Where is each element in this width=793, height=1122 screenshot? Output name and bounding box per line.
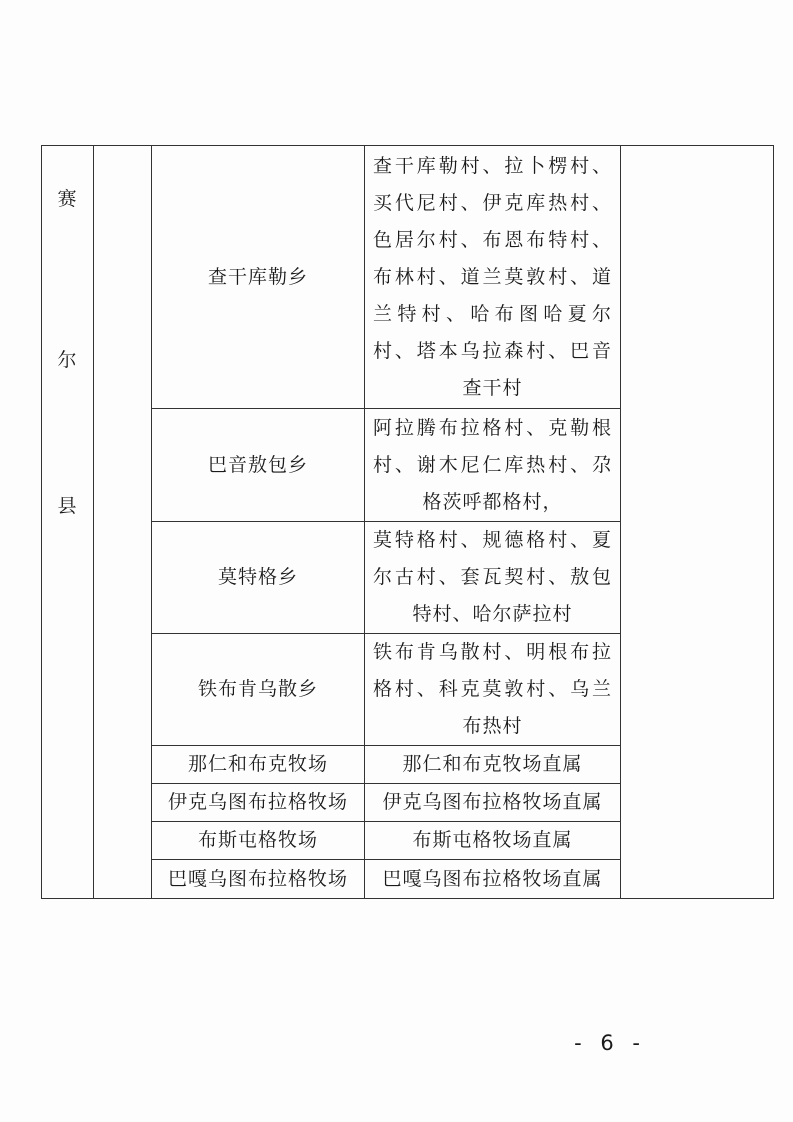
county-char-3: 县 (57, 495, 78, 517)
villages-cell: 伊克乌图布拉格牧场直属 (365, 784, 621, 822)
town-cell: 那仁和布克牧场 (152, 746, 365, 784)
town-cell: 莫特格乡 (152, 522, 365, 634)
empty-column-cell (94, 146, 152, 899)
villages-cell: 莫特格村、规德格村、夏尔古村、套瓦契村、敖包特村、哈尔萨拉村 (365, 522, 621, 634)
district-table (41, 145, 774, 899)
page-number: - 6 - (574, 1031, 646, 1055)
county-char-1: 赛 (57, 188, 78, 210)
villages-cell: 阿拉腾布拉格村、克勒根村、谢木尼仁库热村、尕格茨呼都格村， (365, 409, 621, 522)
remarks-cell (621, 146, 774, 899)
town-cell: 巴音敖包乡 (152, 409, 365, 522)
villages-cell: 布斯屯格牧场直属 (365, 822, 621, 860)
town-cell: 查干库勒乡 (152, 146, 365, 409)
villages-cell: 铁布肯乌散村、明根布拉格村、科克莫敦村、乌兰布热村 (365, 634, 621, 746)
villages-cell: 巴嘎乌图布拉格牧场直属 (365, 860, 621, 899)
villages-cell: 查干库勒村、拉卜楞村、买代尼村、伊克库热村、色居尔村、布恩布特村、布林村、道兰莫敦村、道兰特村、哈布图哈夏尔村、塔本乌拉森村、巴音查干村 (365, 146, 621, 409)
county-char-2: 尔 (57, 349, 78, 371)
villages-cell: 那仁和布克牧场直属 (365, 746, 621, 784)
town-cell: 布斯屯格牧场 (152, 822, 365, 860)
town-cell: 铁布肯乌散乡 (152, 634, 365, 746)
county-name-cell (42, 146, 94, 899)
town-cell: 巴嘎乌图布拉格牧场 (152, 860, 365, 899)
town-cell: 伊克乌图布拉格牧场 (152, 784, 365, 822)
